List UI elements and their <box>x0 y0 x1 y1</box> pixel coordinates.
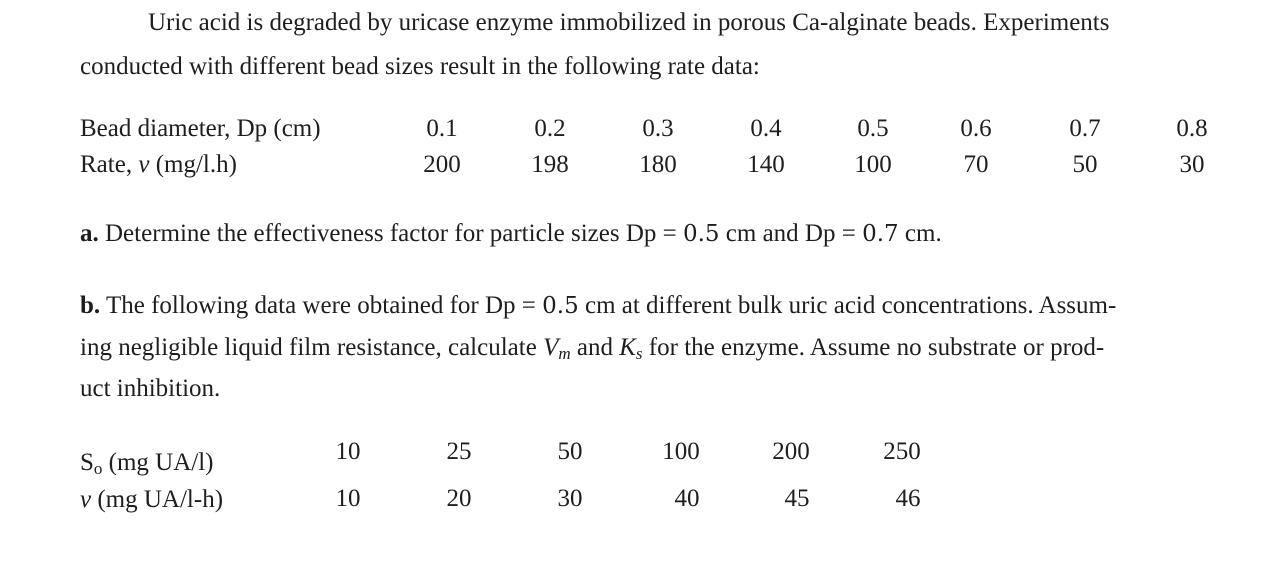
table2-rate-cell: 45 <box>784 485 810 512</box>
table2-s-subscript: o <box>93 459 103 478</box>
question-b-marker: b. <box>80 292 101 319</box>
question-a-text-end: cm. <box>898 220 942 247</box>
table1-rate-cell: 180 <box>639 151 677 178</box>
table1-diameter-cell: 0.3 <box>642 115 674 142</box>
table1-diameter-label: Bead diameter, Dp (cm) <box>80 115 321 142</box>
table2-rate-cell: 20 <box>446 485 472 512</box>
table2-concentration-cell: 100 <box>662 438 700 465</box>
table1-rate-label <box>80 150 237 180</box>
question-b-value: 0.5 <box>542 293 579 319</box>
question-a <box>80 219 942 249</box>
question-b-text-end: cm at different bulk uric acid concentrations. Assum- <box>578 292 1117 319</box>
vm-subscript: m <box>558 344 571 363</box>
question-b-line-2 <box>80 333 1104 363</box>
table1-diameter-cell: 0.7 <box>1069 115 1101 142</box>
table2-concentration-unit: (mg UA/l) <box>102 449 214 476</box>
intro-line-2: conducted with different bead sizes result in the following rate data: <box>80 53 760 80</box>
question-b-and: and <box>570 334 620 361</box>
table2-rate-unit: (mg UA/l-h) <box>91 486 224 513</box>
table2-rate-label <box>80 485 223 515</box>
table1-rate-cell: 140 <box>747 151 785 178</box>
table1-diameter-cell: 0.6 <box>960 115 992 142</box>
table2-rate-cell: 40 <box>674 485 700 512</box>
question-a-text: Determine the effectiveness factor for particle sizes Dp = <box>98 220 683 247</box>
question-a-text-mid: cm and Dp = <box>719 220 863 247</box>
table2-concentration-cell: 25 <box>446 438 472 465</box>
table1-diameter-cell: 0.4 <box>750 115 782 142</box>
table1-diameter-cell: 0.1 <box>426 115 458 142</box>
table2-concentration-cell: 250 <box>883 438 921 465</box>
table1-rate-cell: 70 <box>963 151 989 178</box>
table1-rate-cell: 200 <box>423 151 461 178</box>
question-b-text: The following data were obtained for Dp = <box>100 292 543 319</box>
ks-symbol: K <box>619 334 636 361</box>
table1-rate-label-prefix: Rate, <box>80 151 139 178</box>
table1-diameter-cell: 0.2 <box>534 115 566 142</box>
question-b-line-3: uct inhibition. <box>80 375 221 402</box>
table1-rate-label-var: v <box>138 151 150 178</box>
table2-v-symbol: v <box>80 486 92 513</box>
table2-rate-cell: 30 <box>557 485 583 512</box>
table1-rate-label-suffix: (mg/l.h) <box>149 151 237 178</box>
table2-s-symbol: S <box>80 449 94 476</box>
table1-rate-cell: 30 <box>1179 151 1205 178</box>
ks-subscript: s <box>635 344 643 363</box>
question-a-value-1: 0.5 <box>682 221 720 247</box>
question-b-line-2-end: for the enzyme. Assume no substrate or prod- <box>642 334 1105 361</box>
table1-diameter-cell: 0.5 <box>857 115 889 142</box>
intro-line-1: Uric acid is degraded by uricase enzyme immobilized in porous Ca-alginate beads. Experiments <box>148 9 1110 36</box>
vm-symbol: V <box>543 334 559 361</box>
table2-rate-cell: 46 <box>895 485 921 512</box>
question-a-value-2: 0.7 <box>862 221 899 247</box>
question-b-line-1 <box>80 291 1116 321</box>
question-a-marker: a. <box>80 220 99 247</box>
table1-rate-cell: 50 <box>1072 151 1098 178</box>
table2-concentration-cell: 50 <box>557 438 583 465</box>
question-b-line-2-text: ing negligible liquid film resistance, calculate <box>80 334 544 361</box>
table1-diameter-cell: 0.8 <box>1176 115 1208 142</box>
table2-concentration-cell: 200 <box>772 438 810 465</box>
table2-rate-cell: 10 <box>335 485 361 512</box>
table2-concentration-label <box>80 448 214 478</box>
table2-concentration-cell: 10 <box>335 438 361 465</box>
table1-rate-cell: 100 <box>854 151 892 178</box>
table1-rate-cell: 198 <box>531 151 569 178</box>
